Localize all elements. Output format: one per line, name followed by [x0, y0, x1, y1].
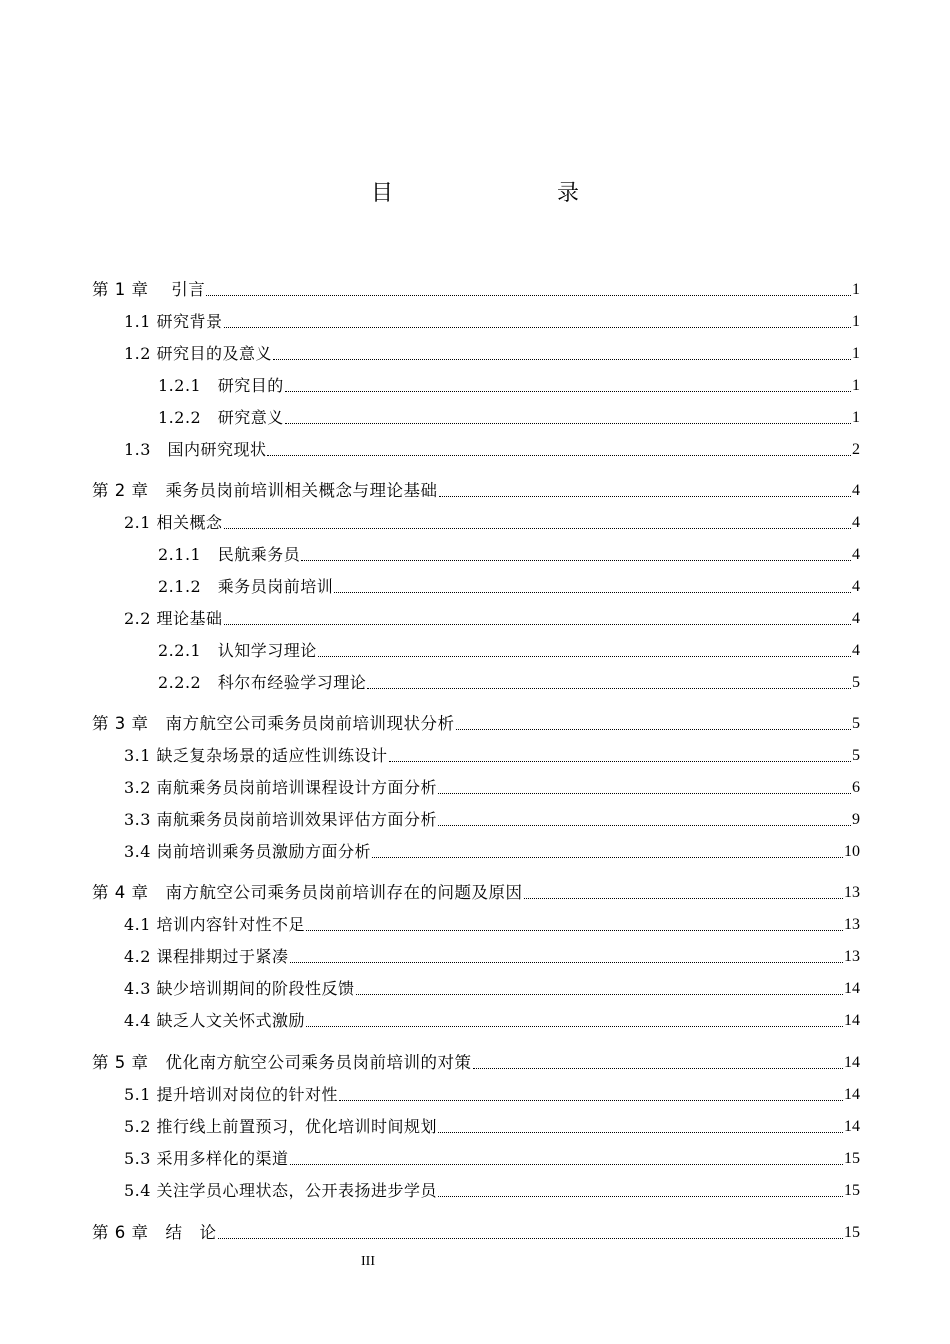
- dot-leader: [389, 760, 851, 762]
- toc-entry-title: 5.1 提升培训对岗位的针对性: [124, 1085, 339, 1104]
- toc-entry-page: 14: [844, 1118, 860, 1135]
- toc-entry-page: 14: [844, 1054, 860, 1071]
- toc-entry-title: 第 6 章 结 论: [92, 1223, 217, 1242]
- toc-entry-1-1[interactable]: [92, 308, 860, 332]
- toc-entry-title: 2.1 相关概念: [124, 513, 223, 532]
- toc-entry-title: 3.4 岗前培训乘务员激励方面分析: [124, 842, 372, 861]
- toc-entry-5-4[interactable]: [92, 1177, 860, 1201]
- toc-entry-title: 第 4 章 南方航空公司乘务员岗前培训存在的问题及原因: [92, 883, 523, 902]
- dot-leader: [206, 294, 851, 296]
- toc-entry-2-1[interactable]: [92, 509, 860, 533]
- toc-entry-title: 5.3 采用多样化的渠道: [124, 1149, 289, 1168]
- dot-leader: [306, 1025, 843, 1027]
- toc-entry-1-2-1[interactable]: [92, 372, 860, 396]
- toc-entry-page: 14: [844, 980, 860, 997]
- toc-entry-page: 14: [844, 1086, 860, 1103]
- page-number-footer: III: [361, 1254, 375, 1269]
- toc-entry-title: 4.3 缺少培训期间的阶段性反馈: [124, 979, 355, 998]
- toc-entry-title: 4.2 课程排期过于紧凑: [124, 947, 289, 966]
- toc-entry-title: 第 2 章 乘务员岗前培训相关概念与理论基础: [92, 481, 438, 500]
- toc-entry-title: 1.2 研究目的及意义: [124, 344, 273, 363]
- toc-entry-chapter-6[interactable]: [92, 1219, 860, 1243]
- toc-entry-title: 2.2 理论基础: [124, 609, 223, 628]
- dot-leader: [438, 1131, 843, 1133]
- dot-leader: [267, 454, 851, 456]
- toc-entry-2-2-2[interactable]: [92, 669, 860, 693]
- toc-entry-1-2[interactable]: [92, 340, 860, 364]
- toc-entry-title: 5.2 推行线上前置预习，优化培训时间规划: [124, 1117, 438, 1136]
- dot-leader: [367, 687, 851, 689]
- toc-entry-5-3[interactable]: [92, 1145, 860, 1169]
- toc-entry-page: 1: [852, 281, 860, 298]
- toc-entry-3-4[interactable]: [92, 838, 860, 862]
- dot-leader: [218, 1237, 844, 1239]
- toc-entry-2-1-1[interactable]: [92, 541, 860, 565]
- toc-entry-4-3[interactable]: [92, 975, 860, 999]
- toc-entry-3-3[interactable]: [92, 806, 860, 830]
- dot-leader: [456, 728, 852, 730]
- toc-entry-title: 4.1 培训内容针对性不足: [124, 915, 306, 934]
- toc-entry-1-3[interactable]: [92, 436, 860, 460]
- toc-entry-page: 1: [852, 409, 860, 426]
- dot-leader: [356, 993, 843, 995]
- dot-leader: [224, 326, 851, 328]
- toc-entry-title: 第 5 章 优化南方航空公司乘务员岗前培训的对策: [92, 1053, 472, 1072]
- toc-entry-page: 13: [844, 884, 860, 901]
- toc-entry-page: 15: [844, 1182, 860, 1199]
- toc-entry-chapter-5[interactable]: [92, 1049, 860, 1073]
- toc-entry-title: 2.1.2 乘务员岗前培训: [158, 577, 334, 596]
- toc-entry-page: 9: [852, 811, 860, 828]
- dot-leader: [439, 495, 852, 497]
- dot-leader: [473, 1067, 844, 1069]
- dot-leader: [224, 527, 851, 529]
- toc-entry-5-1[interactable]: [92, 1081, 860, 1105]
- toc-entry-chapter-4[interactable]: [92, 879, 860, 903]
- toc-entry-title: 1.2.2 研究意义: [158, 408, 284, 427]
- dot-leader: [273, 358, 851, 360]
- toc-entry-4-1[interactable]: [92, 911, 860, 935]
- toc-entry-4-4[interactable]: [92, 1007, 860, 1031]
- toc-entry-page: 2: [852, 441, 860, 458]
- toc-entry-page: 6: [852, 779, 860, 796]
- toc-entry-title: 第 1 章 引言: [92, 280, 206, 299]
- dot-leader: [290, 1163, 843, 1165]
- toc-entry-page: 4: [852, 514, 860, 531]
- toc-entry-page: 13: [844, 948, 860, 965]
- dot-leader: [339, 1099, 843, 1101]
- toc-entry-page: 4: [852, 642, 860, 659]
- dot-leader: [285, 390, 851, 392]
- toc-entry-page: 4: [852, 546, 860, 563]
- toc-entry-page: 15: [844, 1224, 860, 1241]
- toc-entry-2-2[interactable]: [92, 605, 860, 629]
- toc-entry-title: 3.2 南航乘务员岗前培训课程设计方面分析: [124, 778, 438, 797]
- dot-leader: [290, 961, 843, 963]
- toc-entry-title: 2.2.1 认知学习理论: [158, 641, 317, 660]
- toc-entry-page: 14: [844, 1012, 860, 1029]
- dot-leader: [438, 792, 851, 794]
- dot-leader: [306, 929, 843, 931]
- toc-entry-page: 4: [852, 482, 860, 499]
- toc-entry-title: 2.1.1 民航乘务员: [158, 545, 301, 564]
- toc-entry-title: 1.2.1 研究目的: [158, 376, 284, 395]
- toc-entry-title: 4.4 缺乏人文关怀式激励: [124, 1011, 306, 1030]
- dot-leader: [438, 824, 851, 826]
- toc-entry-page: 15: [844, 1150, 860, 1167]
- toc-entry-page: 1: [852, 313, 860, 330]
- dot-leader: [301, 559, 851, 561]
- toc-entry-page: 1: [852, 377, 860, 394]
- toc-entry-title: 1.1 研究背景: [124, 312, 223, 331]
- toc-entry-2-1-2[interactable]: [92, 573, 860, 597]
- dot-leader: [524, 897, 844, 899]
- toc-entry-4-2[interactable]: [92, 943, 860, 967]
- toc-entry-page: 4: [852, 578, 860, 595]
- toc-entry-2-2-1[interactable]: [92, 637, 860, 661]
- dot-leader: [224, 623, 851, 625]
- dot-leader: [285, 422, 851, 424]
- toc-entry-title: 3.3 南航乘务员岗前培训效果评估方面分析: [124, 810, 438, 829]
- toc-entry-page: 13: [844, 916, 860, 933]
- toc-entry-1-2-2[interactable]: [92, 404, 860, 428]
- toc-entry-page: 10: [844, 843, 860, 860]
- dot-leader: [438, 1195, 843, 1197]
- toc-entry-3-2[interactable]: [92, 774, 860, 798]
- toc-entry-page: 5: [852, 747, 860, 764]
- dot-leader: [372, 856, 843, 858]
- toc-entry-page: 1: [852, 345, 860, 362]
- toc-entry-title: 3.1 缺乏复杂场景的适应性训练设计: [124, 746, 388, 765]
- toc-entry-title: 1.3 国内研究现状: [124, 440, 267, 459]
- toc-entry-3-1[interactable]: [92, 742, 860, 766]
- dot-leader: [318, 655, 851, 657]
- toc-entry-page: 5: [852, 715, 860, 732]
- toc-entry-title: 2.2.2 科尔布经验学习理论: [158, 673, 367, 692]
- toc-entry-title: 第 3 章 南方航空公司乘务员岗前培训现状分析: [92, 714, 455, 733]
- page-title: 目 录: [370, 181, 619, 206]
- toc-entry-chapter-2[interactable]: [92, 477, 860, 501]
- toc-entry-page: 4: [852, 610, 860, 627]
- toc-entry-chapter-3[interactable]: [92, 710, 860, 734]
- toc-entry-page: 5: [852, 674, 860, 691]
- toc-entry-chapter-1[interactable]: [92, 276, 860, 300]
- dot-leader: [334, 591, 851, 593]
- toc-entry-title: 5.4 关注学员心理状态，公开表扬进步学员: [124, 1181, 438, 1200]
- toc-entry-5-2[interactable]: [92, 1113, 860, 1137]
